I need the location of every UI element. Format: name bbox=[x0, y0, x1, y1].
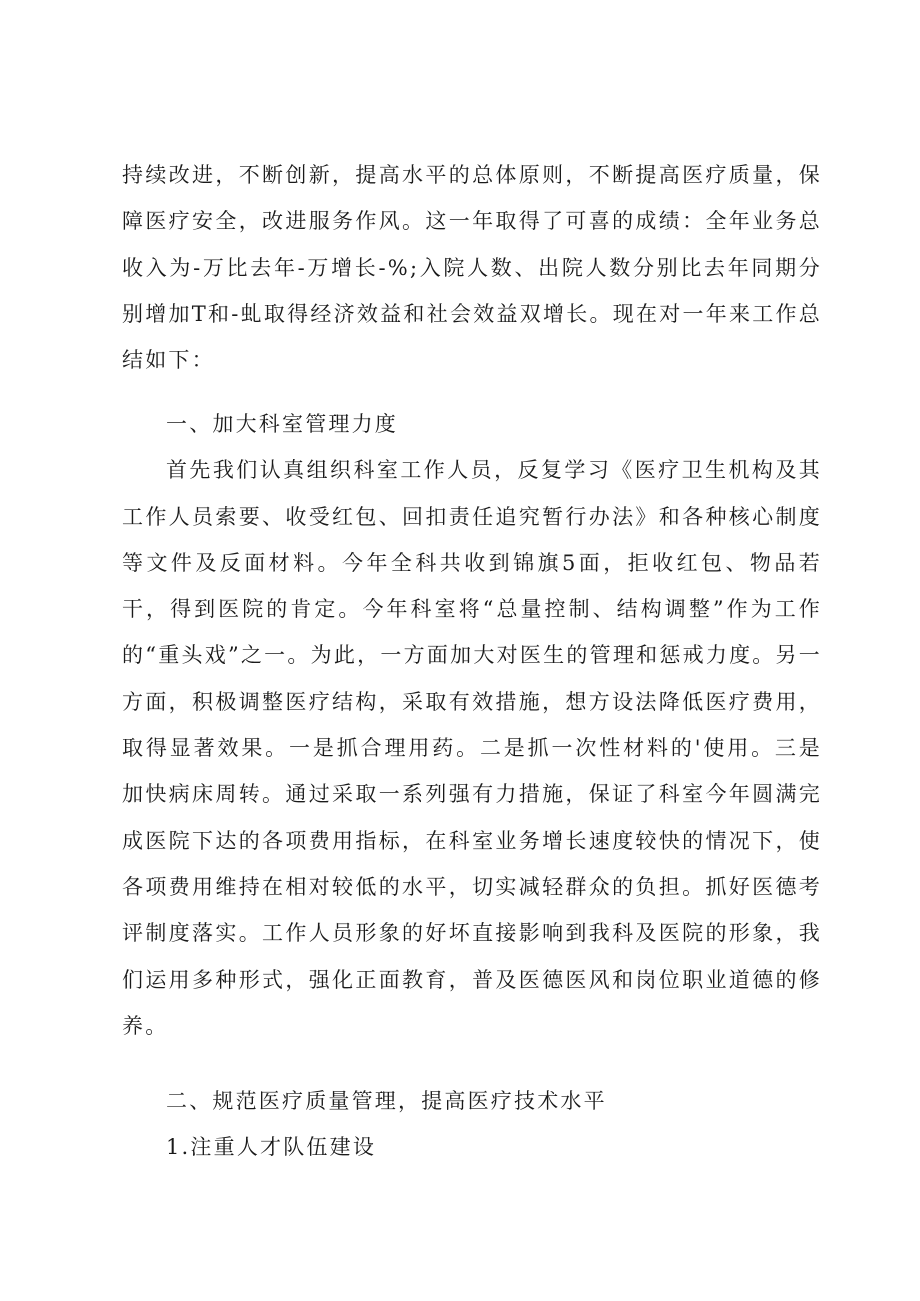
section-heading-quality: 二、规范医疗质量管理，提高医疗技术水平 bbox=[166, 1089, 607, 1113]
subheading-talent: 1.注重人才队伍建设 bbox=[166, 1135, 377, 1160]
section-heading-management: 一、加大科室管理力度 bbox=[166, 412, 398, 436]
intro-paragraph: 持续改进，不断创新，提高水平的总体原则，不断提高医疗质量，保障医疗安全，改进服务作风。这一年取得了可喜的成绩：全年业务总收入为-万比去年-万增长-%;入院人数、出院人数分别比去年同期分别增加T和-虬取得经济效益和社会效益双增长。现在对一年来工作总结如下： bbox=[122, 163, 822, 373]
section-two bbox=[122, 1078, 822, 1171]
management-paragraph: 首先我们认真组织科室工作人员，反复学习《医疗卫生机构及其工作人员索要、收受红包、回扣责任追究暂行办法》和各种核心制度等文件及反面材料。今年全科共收到锦旗5面，拒收红包、物品若干，得到医院的肯定。今年科室将“总量控制、结构调整”作为工作的“重头戏”之一。为此，一方面加大对医生的管理和惩戒力度。另一方面，积极调整医疗结构，采取有效措施，想方设法降低医疗费用，取得显著效果。一是抓合理用药。二是抓一次性材料的'使用。三是加快病床周转。通过采取一系列强有力措施，保证了科室今年圆满完成医院下达的各项费用指标，在科室业务增长速度较快的情况下，使各项费用维持在相对较低的水平，切实减轻群众的负担。抓好医德考评制度落实。工作人员形象的好坏直接影响到我科及医院的形象，我们运用多种形式，强化正面教育，普及医德医风和岗位职业道德的修养。 bbox=[122, 458, 822, 1038]
section-one bbox=[122, 401, 822, 1049]
body-text-intro bbox=[122, 152, 822, 383]
